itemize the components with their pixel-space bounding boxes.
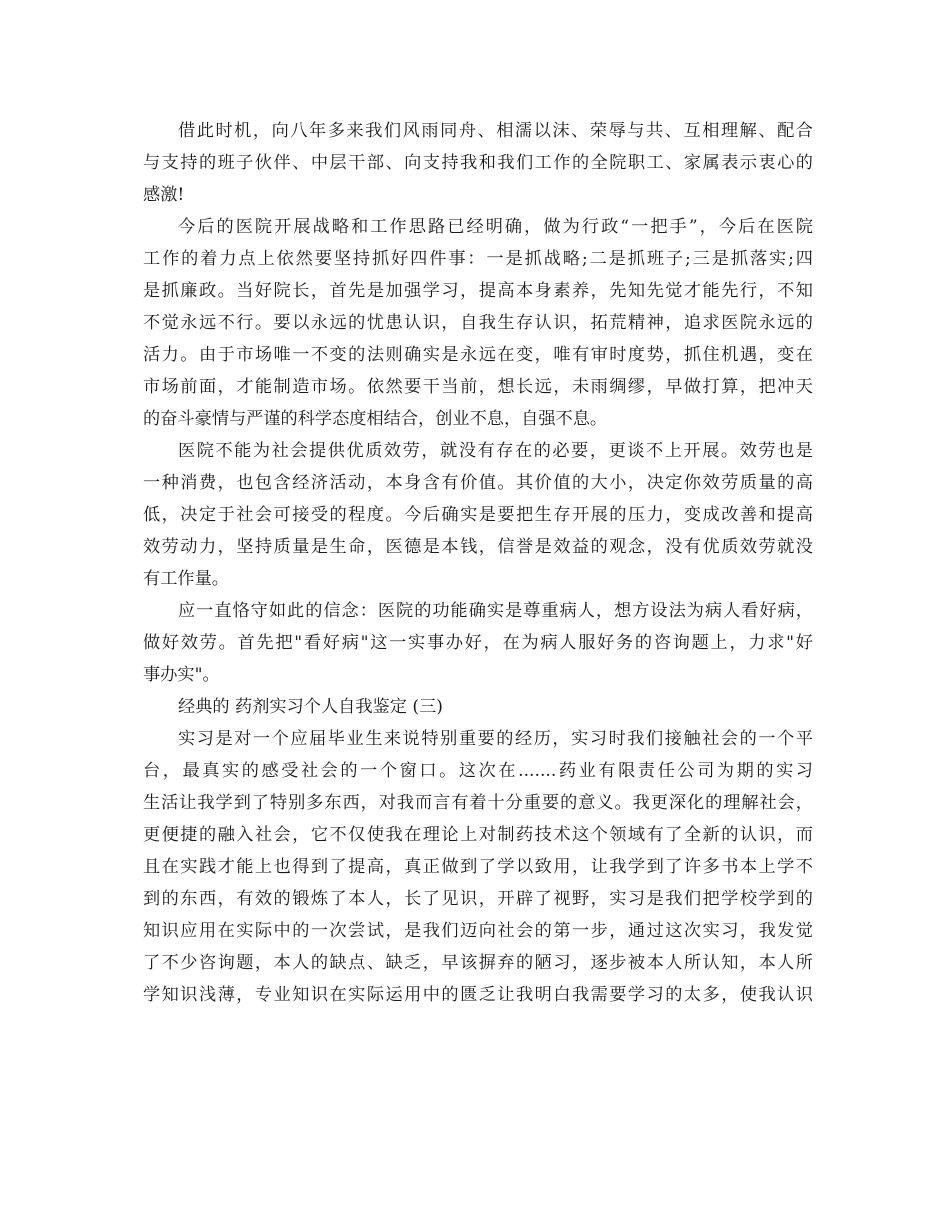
text-line: 了不少咨询题，本人的缺点、缺乏，早该摒弃的陋习，逐步被本人所认知，本人所 [143,953,813,973]
text-line: 工作的着力点上依然要坚持抓好四件事：一是抓战略;二是抓班子;三是抓落实;四 [143,249,813,269]
text-line: 感激! [143,185,185,205]
text-line: 借此时机，向八年多来我们风雨同舟、相濡以沫、荣辱与共、互相理解、配合 [178,121,813,141]
text-line: 学知识浅薄，专业知识在实际运用中的匮乏让我明白我需要学习的太多，使我认识 [143,985,813,1005]
document-body [143,115,813,1011]
text-line: 医院不能为社会提供优质效劳，就没有存在的必要，更谈不上开展。效劳也是 [178,441,813,461]
text-line: 不觉永远不行。要以永远的忧患认识，自我生存认识，拓荒精神，追求医院永远的 [143,313,813,333]
text-line: 与支持的班子伙伴、中层干部、向支持我和我们工作的全院职工、家属表示衷心的 [143,153,813,173]
text-line: 知识应用在实际中的一次尝试，是我们迈向社会的第一步，通过这次实习，我发觉 [143,921,813,941]
text-line: 事办实"。 [143,665,220,685]
text-line: 活力。由于市场唯一不变的法则确实是永远在变，唯有审时度势，抓住机遇，变在 [143,345,813,365]
section-heading: 经典的 药剂实习个人自我鉴定 (三) [178,697,443,717]
text-line: 应一直恪守如此的信念：医院的功能确实是尊重病人，想方设法为病人看好病， [178,601,813,621]
text-line: 且在实践才能上也得到了提高，真正做到了学以致用，让我学到了许多书本上学不 [143,857,813,877]
text-line: 到的东西，有效的锻炼了本人，长了见识，开辟了视野，实习是我们把学校学到的 [143,889,813,909]
text-line: 有工作量。 [143,569,229,589]
text-line: 一种消费，也包含经济活动，本身含有价值。其价值的大小，决定你效劳质量的高 [143,473,813,493]
text-line: 低，决定于社会可接受的程度。今后确实是要把生存开展的压力，变成改善和提高 [143,505,813,525]
text-line: 今后的医院开展战略和工作思路已经明确，做为行政“一把手”，今后在医院 [178,217,813,237]
text-line: 的奋斗豪情与严谨的科学态度相结合，创业不息，自强不息。 [143,409,608,429]
text-line: 生活让我学到了特别多东西，对我而言有着十分重要的意义。我更深化的理解社会， [143,793,813,813]
text-line: 做好效劳。首先把"看好病"这一实事办好，在为病人服好务的咨询题上，力求"好 [143,633,813,653]
text-line: 实习是对一个应届毕业生来说特别重要的经历，实习时我们接触社会的一个平 [178,729,813,749]
text-line: 市场前面，才能制造市场。依然要干当前，想长远，未雨绸缪，早做打算，把冲天 [143,377,813,397]
text-line: 台，最真实的感受社会的一个窗口。这次在.......药业有限责任公司为期的实习 [143,761,813,781]
text-line: 效劳动力，坚持质量是生命，医德是本钱，信誉是效益的观念，没有优质效劳就没 [143,537,813,557]
text-line: 是抓廉政。当好院长，首先是加强学习，提高本身素养，先知先觉才能先行，不知 [143,281,813,301]
text-line: 更便捷的融入社会，它不仅使我在理论上对制药技术这个领域有了全新的认识，而 [143,825,813,845]
